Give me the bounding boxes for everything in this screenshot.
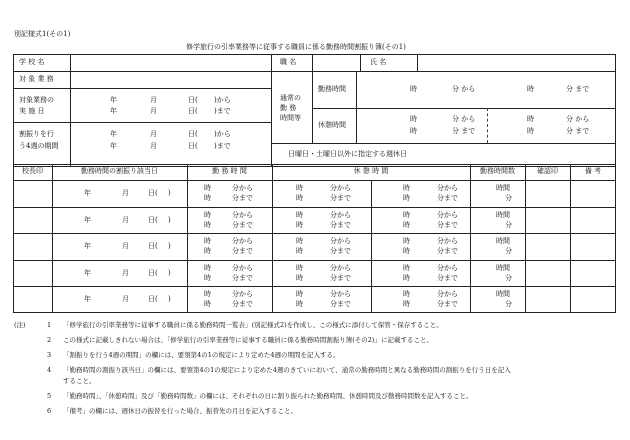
row-break2-to-min: 分まで — [437, 274, 458, 282]
row-work-to-min: 分まで — [232, 194, 253, 202]
row-break2-from-hour: 時 — [403, 184, 410, 192]
row-work-to-hour: 時 — [204, 194, 211, 202]
table-column-rule — [525, 164, 526, 313]
row-minutes: 分 — [505, 300, 512, 308]
note-number: 6 — [47, 407, 52, 415]
alloc-to-day: 日( — [188, 142, 198, 150]
period-from-suffix: )から — [214, 96, 231, 104]
row-break2-from-hour: 時 — [403, 211, 410, 219]
header-remarks: 備 考 — [584, 167, 602, 175]
break1-from-hour: 時 — [410, 115, 417, 123]
row-break2-from-min: 分から — [437, 264, 458, 272]
target-task-label: 対 象 業 務 — [19, 75, 54, 83]
alloc-from-year: 年 — [110, 130, 117, 138]
period-to-suffix: )まで — [214, 107, 231, 115]
row-date-day: 日( — [148, 295, 158, 303]
row-work-from-min: 分から — [232, 211, 253, 219]
school-label: 学 校 名 — [19, 58, 45, 66]
holiday-note: 日曜日・土曜日以外に指定する週休日 — [288, 150, 407, 158]
note-text: 「勤務時間」、「休憩時間」及び「勤務時間数」の欄には、それぞれの日に割り振られた勤務時間、休憩時間及び勤務時間数を記入すること。 — [63, 392, 473, 400]
header-confirm-seal: 確認印 — [537, 167, 558, 175]
work-time-label: 勤務時間 — [318, 85, 346, 93]
table-column-rule — [570, 164, 571, 313]
row-date-year: 年 — [84, 216, 91, 224]
row-work-from-min: 分から — [232, 290, 253, 298]
period-from-month: 月 — [150, 96, 157, 104]
header-principal-seal: 校長印 — [22, 167, 43, 175]
row-minutes: 分 — [505, 221, 512, 229]
row-break1-from-hour: 時 — [296, 211, 303, 219]
row-work-to-min: 分まで — [232, 300, 253, 308]
row-break2-from-hour: 時 — [403, 237, 410, 245]
row-break2-from-hour: 時 — [403, 264, 410, 272]
row-date-month: 月 — [122, 242, 129, 250]
note-text: 「勤務時間の割振り該当日」の欄には、要領第4の1の規定により定めた4週のきていにおいて、通常の勤務時間と異なる勤務時間の割振りを行う日を記入 — [63, 366, 511, 374]
note-text: 「備考」の欄には、週休日の振替を行った場合、振替先の月日を記入すること。 — [63, 407, 297, 415]
row-date-month: 月 — [122, 216, 129, 224]
header-work-time: 勤 務 時 間 — [212, 167, 247, 175]
note-number: 2 — [47, 336, 52, 344]
row-date-month: 月 — [122, 295, 129, 303]
allocation-label-2: う4週の期間 — [19, 142, 59, 150]
row-minutes: 分 — [505, 194, 512, 202]
alloc-from-month: 月 — [150, 130, 157, 138]
row-break2-to-hour: 時 — [403, 221, 410, 229]
row-break1-to-min: 分まで — [330, 274, 351, 282]
row-break2-from-min: 分から — [437, 290, 458, 298]
table-column-rule — [470, 164, 471, 313]
normal-hours-label-1: 通常の — [280, 94, 301, 102]
break-column-rule — [371, 180, 372, 313]
row-work-to-hour: 時 — [204, 221, 211, 229]
row-hours: 時間 — [496, 290, 510, 298]
row-work-from-hour: 時 — [204, 290, 211, 298]
row-date-day: 日( — [148, 189, 158, 197]
row-break1-from-min: 分から — [330, 211, 351, 219]
row-date-year: 年 — [84, 189, 91, 197]
row-break2-from-min: 分から — [437, 237, 458, 245]
alloc-to-suffix: )まで — [214, 142, 231, 150]
alloc-from-suffix: )から — [214, 130, 231, 138]
allocation-label-1: 割振りを行 — [19, 130, 54, 138]
row-break2-to-min: 分まで — [437, 300, 458, 308]
row-work-to-hour: 時 — [204, 300, 211, 308]
row-work-from-min: 分から — [232, 237, 253, 245]
note-text: この様式に記載しきれない場合は、「修学旅行の引率業務等に従事する職員に係る勤務時間割振り簿(その2)」に記載すること。 — [63, 336, 433, 344]
row-break1-to-hour: 時 — [296, 274, 303, 282]
note-number: 5 — [47, 392, 52, 400]
row-break1-from-hour: 時 — [296, 264, 303, 272]
name-label: 氏 名 — [370, 58, 387, 66]
work-to-min: 分 まで — [566, 85, 590, 93]
row-break1-to-min: 分まで — [330, 300, 351, 308]
row-work-to-hour: 時 — [204, 274, 211, 282]
work-from-hour: 時 — [410, 85, 417, 93]
period-to-day: 日( — [188, 107, 198, 115]
row-date-month: 月 — [122, 269, 129, 277]
normal-hours-label-3: 時間等 — [280, 114, 301, 122]
row-date-year: 年 — [84, 295, 91, 303]
alloc-to-year: 年 — [110, 142, 117, 150]
row-work-from-min: 分から — [232, 264, 253, 272]
row-break2-to-hour: 時 — [403, 247, 410, 255]
period-to-month: 月 — [150, 107, 157, 115]
work-from-min: 分 から — [452, 85, 476, 93]
row-break1-from-hour: 時 — [296, 237, 303, 245]
row-work-from-hour: 時 — [204, 211, 211, 219]
note-number: 4 — [47, 366, 52, 374]
notes-prefix: (注) — [14, 321, 26, 329]
note-text: 「割振りを行う4週の期間」の欄には、要領第4の1の規定により定めた4週の期間を記入する。 — [63, 351, 340, 359]
row-break2-to-min: 分まで — [437, 247, 458, 255]
header-work-hours: 勤務時間数 — [480, 167, 515, 175]
row-break1-from-min: 分から — [330, 237, 351, 245]
row-break1-from-hour: 時 — [296, 184, 303, 192]
row-date-day: 日( — [148, 242, 158, 250]
note-text: すること。 — [63, 377, 96, 385]
break2-from-min: 分 から — [566, 115, 590, 123]
break1-to-hour: 時 — [410, 127, 417, 135]
row-work-to-min: 分まで — [232, 221, 253, 229]
note-text: 「修学旅行の引率業務等に従事する職員に係る勤務時間一覧表」(別記様式2)を作成し、この様式に添付して保管・保存すること。 — [63, 321, 443, 329]
form-id: 別記様式1(その1) — [14, 30, 71, 38]
row-break1-to-hour: 時 — [296, 221, 303, 229]
row-break2-to-hour: 時 — [403, 300, 410, 308]
row-break1-from-hour: 時 — [296, 290, 303, 298]
period-label-2: 実 施 日 — [19, 107, 45, 115]
row-break2-from-min: 分から — [437, 184, 458, 192]
form-title: 修学旅行の引率業務等に従事する職員に係る勤務時間割振り簿(その1) — [186, 43, 406, 51]
position-label: 職 名 — [280, 58, 297, 66]
row-hours: 時間 — [496, 264, 510, 272]
period-from-day: 日( — [188, 96, 198, 104]
normal-hours-label-2: 勤 務 — [280, 104, 297, 112]
row-date-close: ) — [168, 242, 171, 250]
row-date-close: ) — [168, 269, 171, 277]
break2-to-hour: 時 — [527, 127, 534, 135]
alloc-from-day: 日( — [188, 130, 198, 138]
table-column-rule — [187, 164, 188, 313]
break1-from-min: 分 から — [452, 115, 476, 123]
row-break1-from-min: 分から — [330, 264, 351, 272]
row-break2-to-min: 分まで — [437, 221, 458, 229]
row-date-month: 月 — [122, 189, 129, 197]
row-work-from-hour: 時 — [204, 184, 211, 192]
note-number: 3 — [47, 351, 52, 359]
row-work-from-min: 分から — [232, 184, 253, 192]
period-label-1: 対象業務の — [19, 96, 54, 104]
row-date-year: 年 — [84, 269, 91, 277]
header-break-time: 休 憩 時 間 — [353, 167, 389, 175]
row-break2-to-hour: 時 — [403, 274, 410, 282]
table-column-rule — [272, 164, 273, 313]
table-column-rule — [52, 164, 53, 313]
break2-to-min: 分 まで — [566, 127, 590, 135]
row-work-to-hour: 時 — [204, 247, 211, 255]
row-break2-to-hour: 時 — [403, 194, 410, 202]
row-date-close: ) — [168, 216, 171, 224]
row-minutes: 分 — [505, 247, 512, 255]
alloc-to-month: 月 — [150, 142, 157, 150]
note-number: 1 — [47, 321, 52, 329]
row-break1-to-hour: 時 — [296, 194, 303, 202]
row-work-to-min: 分まで — [232, 274, 253, 282]
row-break1-from-min: 分から — [330, 290, 351, 298]
row-break1-to-min: 分まで — [330, 247, 351, 255]
header-applicable-date: 勤務時間の割振り該当日 — [81, 167, 158, 175]
row-date-year: 年 — [84, 242, 91, 250]
break1-to-min: 分 まで — [452, 127, 476, 135]
row-break1-to-min: 分まで — [330, 194, 351, 202]
row-work-from-hour: 時 — [204, 264, 211, 272]
row-break1-to-hour: 時 — [296, 247, 303, 255]
row-hours: 時間 — [496, 184, 510, 192]
row-date-day: 日( — [148, 269, 158, 277]
break-time-label: 休憩時間 — [318, 121, 346, 129]
row-hours: 時間 — [496, 237, 510, 245]
row-break1-to-min: 分まで — [330, 221, 351, 229]
row-break1-from-min: 分から — [330, 184, 351, 192]
period-to-year: 年 — [110, 107, 117, 115]
row-date-close: ) — [168, 189, 171, 197]
row-break1-to-hour: 時 — [296, 300, 303, 308]
row-hours: 時間 — [496, 211, 510, 219]
row-work-to-min: 分まで — [232, 247, 253, 255]
row-minutes: 分 — [505, 274, 512, 282]
row-break2-from-hour: 時 — [403, 290, 410, 298]
work-to-hour: 時 — [527, 85, 534, 93]
period-from-year: 年 — [110, 96, 117, 104]
row-break2-to-min: 分まで — [437, 194, 458, 202]
row-date-close: ) — [168, 295, 171, 303]
row-work-from-hour: 時 — [204, 237, 211, 245]
break2-from-hour: 時 — [527, 115, 534, 123]
row-date-day: 日( — [148, 216, 158, 224]
row-break2-from-min: 分から — [437, 211, 458, 219]
